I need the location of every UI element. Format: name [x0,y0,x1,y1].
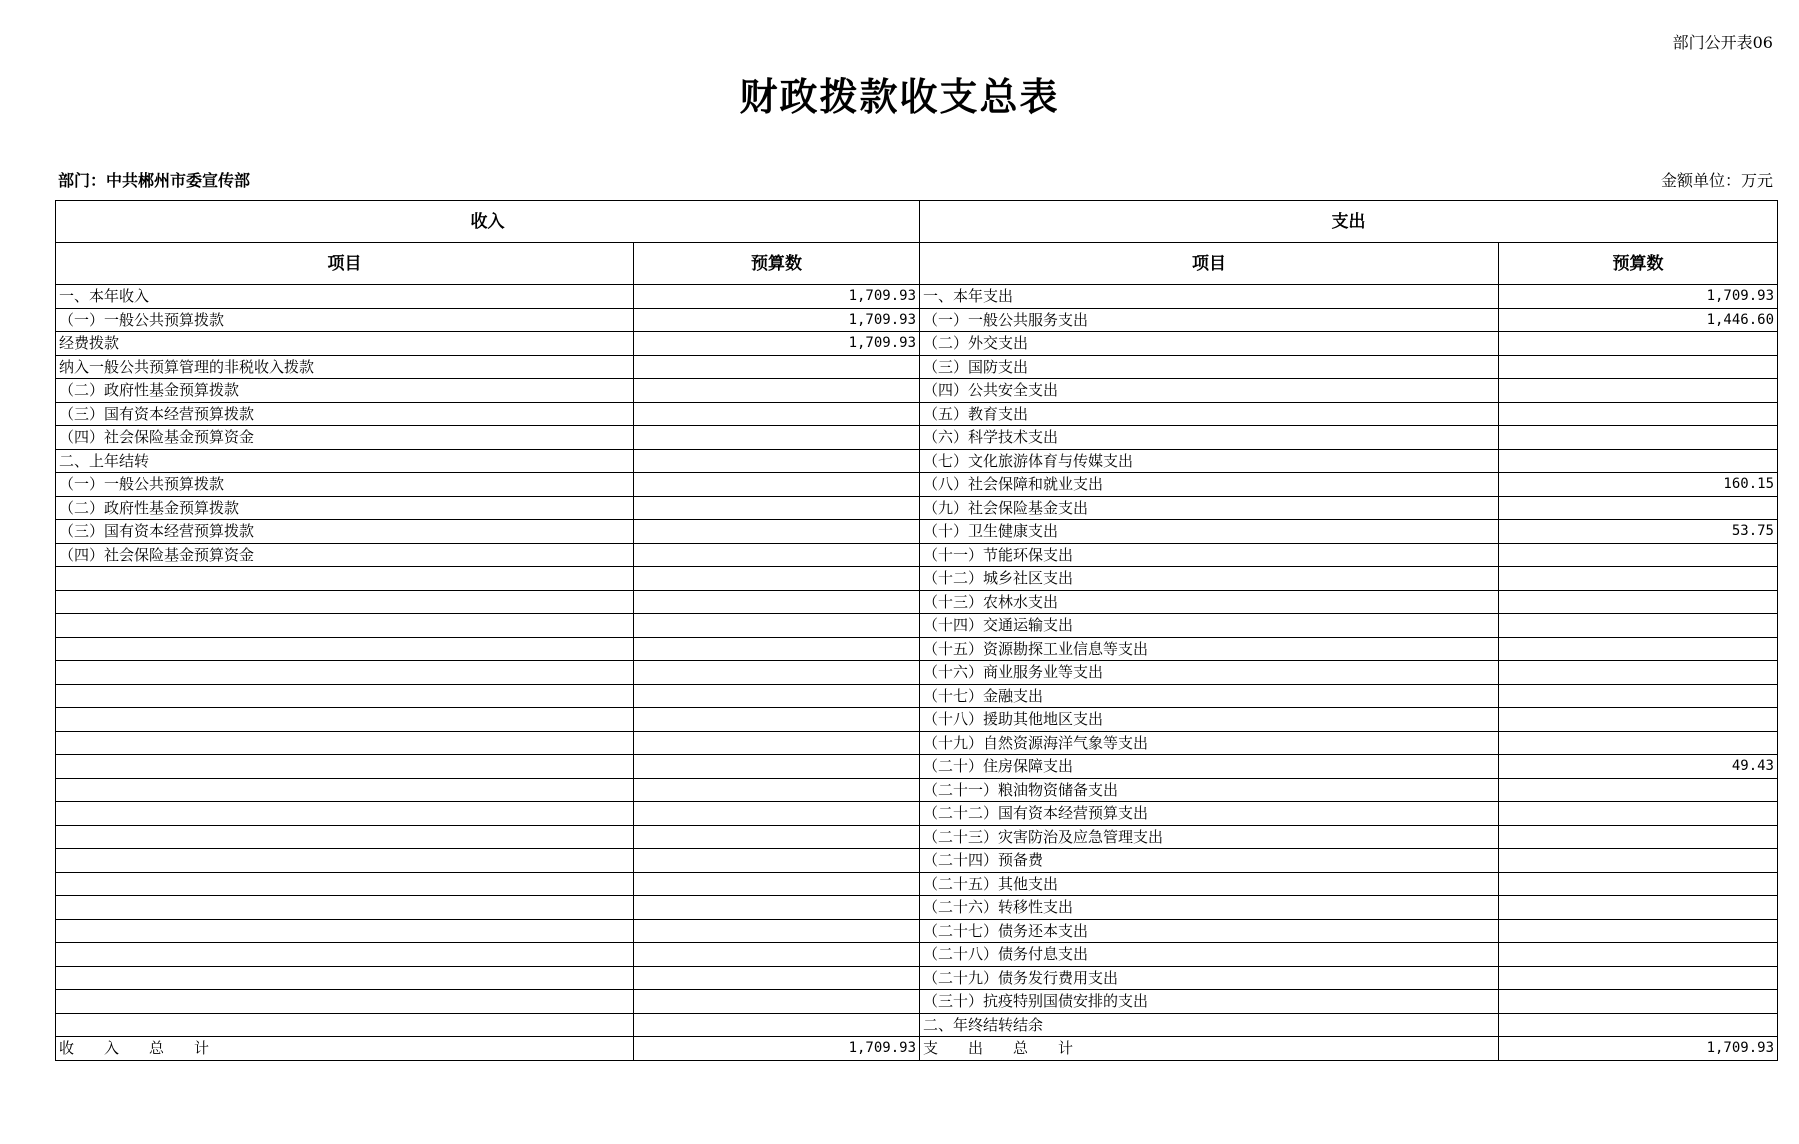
expense-item-cell: （十七）金融支出 [920,684,1499,708]
expense-item-cell: 一、本年支出 [920,285,1499,309]
table-row [56,355,1778,379]
income-item-cell [56,872,634,896]
expense-item-cell: （二十一）粮油物资储备支出 [920,778,1499,802]
income-budget-cell [634,1013,920,1037]
expense-budget-cell [1499,637,1778,661]
expense-budget-cell [1499,708,1778,732]
table-row [56,849,1778,873]
income-budget-cell [634,520,920,544]
expense-item-cell: （一）一般公共服务支出 [920,308,1499,332]
expense-item-cell: （三）国防支出 [920,355,1499,379]
income-item-cell [56,919,634,943]
table-row [56,661,1778,685]
expense-item-cell: （十八）援助其他地区支出 [920,708,1499,732]
expense-budget-cell [1499,567,1778,591]
income-item-cell [56,802,634,826]
expense-budget-cell [1499,990,1778,1014]
income-budget-cell [634,567,920,591]
expense-item-cell: （十三）农林水支出 [920,590,1499,614]
expense-budget-cell: 49.43 [1499,755,1778,779]
income-budget-cell [634,896,920,920]
table-row [56,614,1778,638]
income-budget-cell [634,590,920,614]
income-budget-cell [634,684,920,708]
table-row [56,449,1778,473]
expense-budget-cell [1499,332,1778,356]
expense-budget-cell [1499,590,1778,614]
income-item-cell: （四）社会保险基金预算资金 [56,543,634,567]
table-code: 部门公开表06 [1672,33,1773,52]
income-budget-cell [634,919,920,943]
income-budget-cell [634,496,920,520]
income-item-cell [56,943,634,967]
expense-budget-cell [1499,496,1778,520]
expense-budget-cell [1499,802,1778,826]
income-budget-cell [634,543,920,567]
table-row [56,332,1778,356]
income-item-cell [56,778,634,802]
expense-header: 支出 [920,201,1778,243]
expense-item-cell: （十四）交通运输支出 [920,614,1499,638]
expense-item-cell: 二、年终结转结余 [920,1013,1499,1037]
income-item-header: 项目 [56,243,634,285]
income-item-cell [56,849,634,873]
expense-budget-cell: 160.15 [1499,473,1778,497]
expense-item-cell: （十一）节能环保支出 [920,543,1499,567]
section-header-row [56,201,1778,243]
expense-budget-cell [1499,426,1778,450]
income-budget-cell: 1,709.93 [634,308,920,332]
income-budget-cell [634,614,920,638]
income-item-cell [56,896,634,920]
income-budget-cell [634,778,920,802]
expense-budget-cell: 1,446.60 [1499,308,1778,332]
income-item-cell: 一、本年收入 [56,285,634,309]
income-item-cell: 收 入 总 计 [56,1037,634,1061]
expense-budget-cell [1499,778,1778,802]
expense-item-cell: （十）卫生健康支出 [920,520,1499,544]
table-row [56,919,1778,943]
expense-budget-cell: 53.75 [1499,520,1778,544]
income-item-cell [56,966,634,990]
page-title: 财政拨款收支总表 [739,74,1060,119]
income-item-cell: （一）一般公共预算拨款 [56,473,634,497]
expense-item-cell: （六）科学技术支出 [920,426,1499,450]
expense-item-cell: （二十六）转移性支出 [920,896,1499,920]
income-item-cell [56,590,634,614]
budget-summary-table [55,200,1778,1061]
expense-item-header: 项目 [920,243,1499,285]
table-row [56,543,1778,567]
expense-item-cell: （九）社会保险基金支出 [920,496,1499,520]
income-item-cell [56,731,634,755]
income-budget-cell [634,661,920,685]
expense-item-cell: （二十九）债务发行费用支出 [920,966,1499,990]
income-item-cell [56,825,634,849]
income-item-cell: 纳入一般公共预算管理的非税收入拨款 [56,355,634,379]
income-budget-cell [634,402,920,426]
income-budget-cell [634,990,920,1014]
expense-budget-cell [1499,661,1778,685]
income-budget-cell [634,449,920,473]
table-row [56,896,1778,920]
expense-budget-cell [1499,919,1778,943]
expense-budget-cell [1499,449,1778,473]
table-row [56,990,1778,1014]
income-item-cell [56,708,634,732]
income-budget-cell [634,966,920,990]
expense-budget-cell [1499,684,1778,708]
income-budget-cell [634,708,920,732]
income-budget-cell [634,825,920,849]
income-item-cell: 经费拨款 [56,332,634,356]
total-row [56,1037,1778,1061]
expense-budget-cell [1499,896,1778,920]
expense-budget-cell [1499,614,1778,638]
income-budget-cell: 1,709.93 [634,1037,920,1061]
expense-budget-cell [1499,731,1778,755]
expense-budget-cell: 1,709.93 [1499,1037,1778,1061]
table-row [56,872,1778,896]
expense-budget-cell [1499,355,1778,379]
expense-item-cell: （二十）住房保障支出 [920,755,1499,779]
expense-item-cell: （十五）资源勘探工业信息等支出 [920,637,1499,661]
table-row [56,637,1778,661]
expense-budget-cell [1499,943,1778,967]
income-item-cell [56,1013,634,1037]
expense-item-cell: （二十七）债务还本支出 [920,919,1499,943]
income-budget-cell [634,637,920,661]
income-budget-cell [634,943,920,967]
table-row [56,943,1778,967]
table-row [56,731,1778,755]
income-budget-cell [634,872,920,896]
expense-budget-cell [1499,872,1778,896]
table-row [56,285,1778,309]
income-budget-cell [634,426,920,450]
department-label: 部门：中共郴州市委宣传部 [58,171,251,190]
table-row [56,379,1778,403]
table-row [56,825,1778,849]
table-row [56,755,1778,779]
table-row [56,496,1778,520]
expense-budget-cell [1499,543,1778,567]
expense-item-cell: （八）社会保障和就业支出 [920,473,1499,497]
income-item-cell [56,990,634,1014]
income-item-cell: （二）政府性基金预算拨款 [56,496,634,520]
income-item-cell [56,614,634,638]
expense-item-cell: （二十二）国有资本经营预算支出 [920,802,1499,826]
expense-item-cell: （十二）城乡社区支出 [920,567,1499,591]
column-header-row [56,243,1778,285]
table-row [56,708,1778,732]
table-row [56,1013,1778,1037]
income-item-cell [56,661,634,685]
expense-budget-cell [1499,402,1778,426]
expense-item-cell: （三十）抗疫特别国债安排的支出 [920,990,1499,1014]
income-budget-cell [634,473,920,497]
expense-budget-cell: 1,709.93 [1499,285,1778,309]
income-budget-cell [634,731,920,755]
table-row [56,684,1778,708]
income-budget-cell: 1,709.93 [634,332,920,356]
expense-item-cell: （二）外交支出 [920,332,1499,356]
income-item-cell: 二、上年结转 [56,449,634,473]
expense-item-cell: （二十八）债务付息支出 [920,943,1499,967]
income-budget-cell [634,355,920,379]
table-row [56,802,1778,826]
income-item-cell: （四）社会保险基金预算资金 [56,426,634,450]
income-item-cell: （二）政府性基金预算拨款 [56,379,634,403]
table-row [56,966,1778,990]
table-row [56,426,1778,450]
income-item-cell [56,684,634,708]
expense-item-cell: （十九）自然资源海洋气象等支出 [920,731,1499,755]
income-item-cell: （一）一般公共预算拨款 [56,308,634,332]
table-row [56,567,1778,591]
table-row [56,402,1778,426]
table-row [56,473,1778,497]
table-row [56,308,1778,332]
expense-budget-cell [1499,966,1778,990]
expense-budget-cell [1499,379,1778,403]
expense-item-cell: （十六）商业服务业等支出 [920,661,1499,685]
expense-budget-cell [1499,849,1778,873]
income-budget-cell: 1,709.93 [634,285,920,309]
expense-item-cell: （二十四）预备费 [920,849,1499,873]
income-budget-cell [634,849,920,873]
expense-budget-cell [1499,825,1778,849]
expense-budget-header: 预算数 [1499,243,1778,285]
expense-item-cell: （二十三）灾害防治及应急管理支出 [920,825,1499,849]
expense-budget-cell [1499,1013,1778,1037]
income-item-cell: （三）国有资本经营预算拨款 [56,520,634,544]
table-row [56,520,1778,544]
expense-item-cell: （七）文化旅游体育与传媒支出 [920,449,1499,473]
expense-item-cell: （四）公共安全支出 [920,379,1499,403]
income-item-cell: （三）国有资本经营预算拨款 [56,402,634,426]
income-item-cell [56,637,634,661]
table-row [56,778,1778,802]
expense-item-cell: （五）教育支出 [920,402,1499,426]
amount-unit-label: 金额单位：万元 [1660,171,1773,190]
income-budget-cell [634,755,920,779]
expense-item-cell: （二十五）其他支出 [920,872,1499,896]
table-row [56,590,1778,614]
expense-item-cell: 支 出 总 计 [920,1037,1499,1061]
income-budget-cell [634,802,920,826]
income-budget-header: 预算数 [634,243,920,285]
income-budget-cell [634,379,920,403]
income-item-cell [56,755,634,779]
income-item-cell [56,567,634,591]
income-header: 收入 [56,201,920,243]
